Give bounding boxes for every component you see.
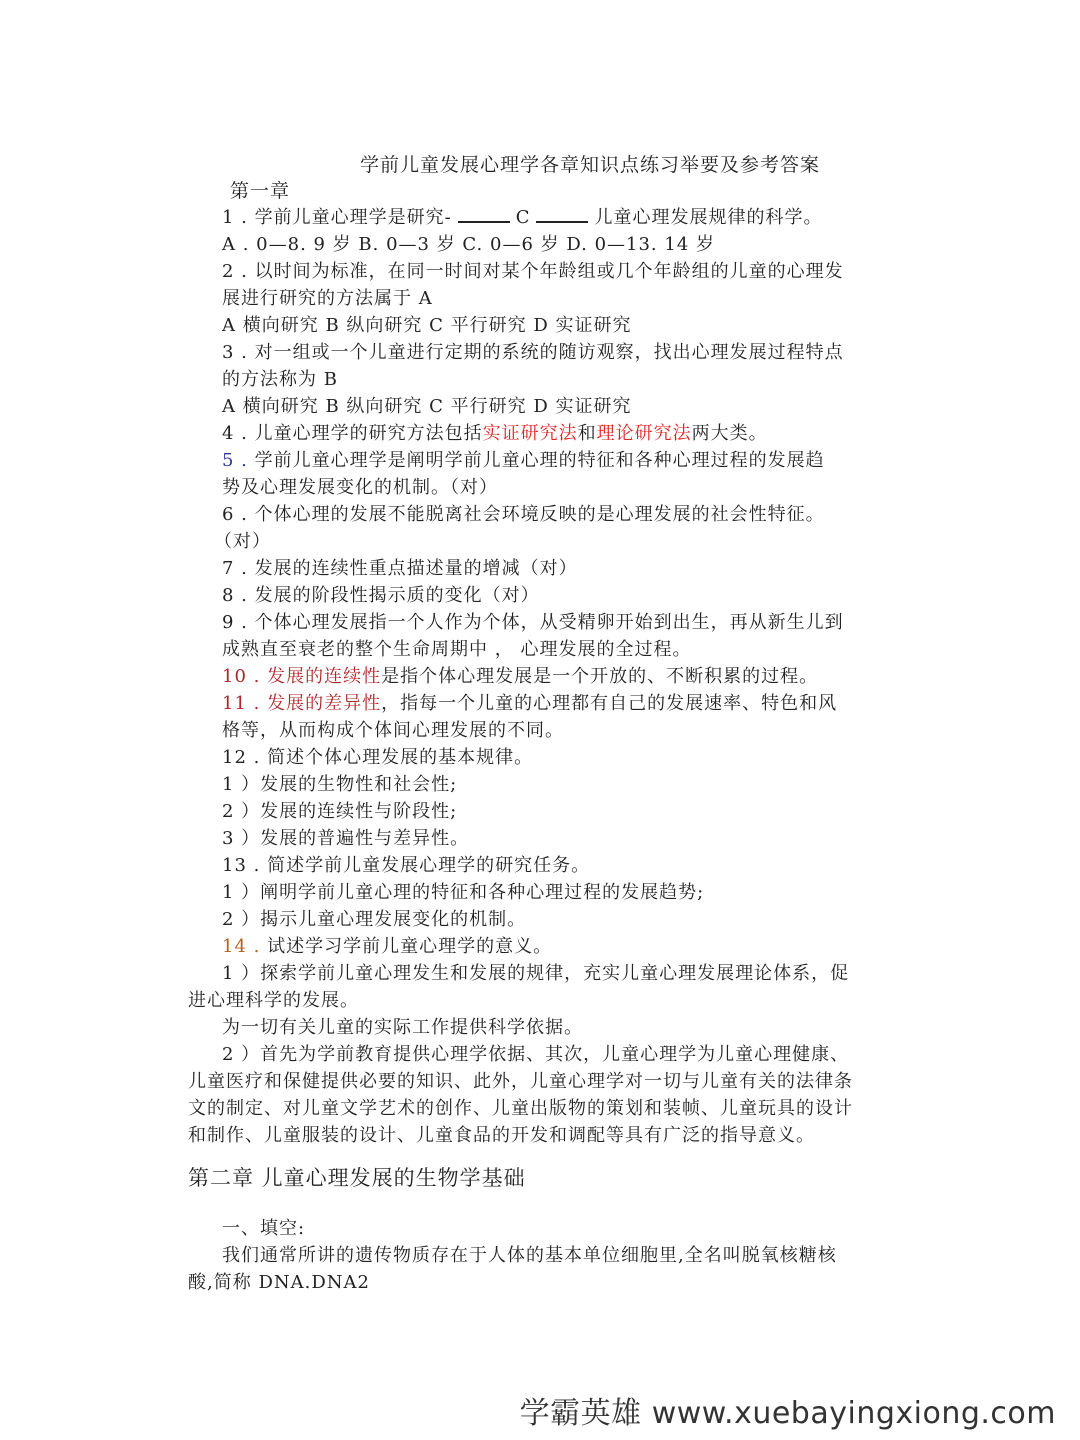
question-6-line-2: （对） [214,531,271,552]
question-3-line-2: 的方法称为 B [222,369,338,390]
question-1-answer: C [515,207,531,228]
answer-14-part-1-line-1: 1 ）探索学前儿童心理发生和发展的规律，充实儿童心理发展理论体系，促 [222,963,850,984]
answer-blank [458,205,510,223]
chapter-1-heading: 第一章 [230,180,291,202]
question-9-line-2: 成熟直至衰老的整个生命周期中 ， 心理发展的全过程。 [222,639,692,660]
question-10-text: 是指个体心理发展是一个开放的、不断积累的过程。 [381,666,819,687]
question-1-prefix: 1 . 学前儿童心理学是研究- [222,207,452,228]
question-11-line-1 [222,691,837,717]
fill-blank-line-1: 我们通常所讲的遗传物质存在于人体的基本单位细胞里,全名叫脱氧核糖核 [222,1245,837,1266]
question-1 [222,205,822,231]
question-12: 12 . 简述个体心理发展的基本规律。 [222,747,534,768]
answer-14-part-2-line: 儿童医疗和保健提供必要的知识、此外，儿童心理学对一切与儿童有关的法律条 [188,1071,853,1092]
highlight-continuity: 发展的连续性 [260,666,382,687]
question-5-number: 5 . [222,450,248,471]
answer-14-part-2-line: 2 ）首先为学前教育提供心理学依据、其次，儿童心理学为儿童心理健康、 [222,1044,850,1065]
answer-14-part-2-line: 和制作、儿童服装的设计、儿童食品的开发和调配等具有广泛的指导意义。 [188,1125,815,1146]
document-title: 学前儿童发展心理学各章知识点练习举要及参考答案 [359,154,820,176]
answer-14-part-2-line: 文的制定、对儿童文学艺术的创作、儿童出版物的策划和装帧、儿童玩具的设计 [188,1098,853,1119]
question-2-line-2: 展进行研究的方法属于 A [222,288,433,309]
question-13: 13 . 简述学前儿童发展心理学的研究任务。 [222,855,591,876]
fill-blank-heading: 一、填空: [222,1218,306,1239]
question-1-suffix: 儿童心理发展规律的科学。 [594,207,823,228]
question-4-suffix: 两大类。 [691,423,768,444]
question-11-line-2: 格等，从而构成个体间心理发展的不同。 [222,720,564,741]
answer-14-part-1b: 为一切有关儿童的实际工作提供科学依据。 [222,1017,583,1038]
site-watermark: 学霸英雄 www.xuebayingxiong.com [519,1396,1056,1431]
question-13-item: 1 ）阐明学前儿童心理的特征和各种心理过程的发展趋势; [222,882,705,903]
question-12-item: 2 ）发展的连续性与阶段性; [222,801,458,822]
question-4-mid: 和 [577,423,597,444]
question-11-text: ，指每一个儿童的心理都有自己的发展速率、特色和风 [381,693,838,714]
question-2-line-1: 2 . 以时间为标准，在同一时间对某个年龄组或几个年龄组的儿童的心理发 [222,261,844,282]
question-14 [222,934,552,960]
highlight-empirical-method: 实证研究法 [482,423,578,444]
question-14-text: 试述学习学前儿童心理学的意义。 [260,936,553,957]
question-14-number: 14 . [222,936,261,957]
question-5-line-1 [222,448,825,474]
fill-blank-line-2: 酸,简称 DNA.DNA2 [188,1272,370,1293]
highlight-theoretical-method: 理论研究法 [596,423,692,444]
question-7: 7 . 发展的连续性重点描述量的增减（对） [222,558,578,579]
question-12-item: 1 ）发展的生物性和社会性; [222,774,458,795]
question-5-line-2: 势及心理发展变化的机制。（对） [222,477,498,498]
question-3-options: A 横向研究 B 纵向研究 C 平行研究 D 实证研究 [222,396,632,417]
question-10 [222,664,818,690]
answer-14-part-1-line-2: 进心理科学的发展。 [188,990,359,1011]
question-5-text: 学前儿童心理学是阐明学前儿童心理的特征和各种心理过程的发展趋 [247,450,825,471]
answer-blank [536,205,588,223]
question-10-number: 10 . [222,666,261,687]
question-6-line-1: 6 . 个体心理的发展不能脱离社会环境反映的是心理发展的社会性特征。 [222,504,825,525]
question-2-options: A 横向研究 B 纵向研究 C 平行研究 D 实证研究 [222,315,632,336]
question-1-options: A . 0—8. 9 岁 B. 0—3 岁 C. 0—6 岁 D. 0—13. 14 岁 [222,234,716,255]
highlight-difference: 发展的差异性 [260,693,382,714]
question-11-number: 11 . [222,693,261,714]
chapter-2-heading: 第二章 儿童心理发展的生物学基础 [188,1166,526,1190]
question-4 [222,421,768,447]
question-3-line-1: 3 . 对一组或一个儿童进行定期的系统的随访观察，找出心理发展过程特点 [222,342,844,363]
question-13-item: 2 ）揭示儿童心理发展变化的机制。 [222,909,527,930]
question-12-item: 3 ）发展的普遍性与差异性。 [222,828,470,849]
question-4-prefix: 4 . 儿童心理学的研究方法包括 [222,423,483,444]
question-9-line-1: 9 . 个体心理发展指一个人作为个体，从受精卵开始到出生，再从新生儿到 [222,612,844,633]
question-8: 8 . 发展的阶段性揭示质的变化（对） [222,585,540,606]
